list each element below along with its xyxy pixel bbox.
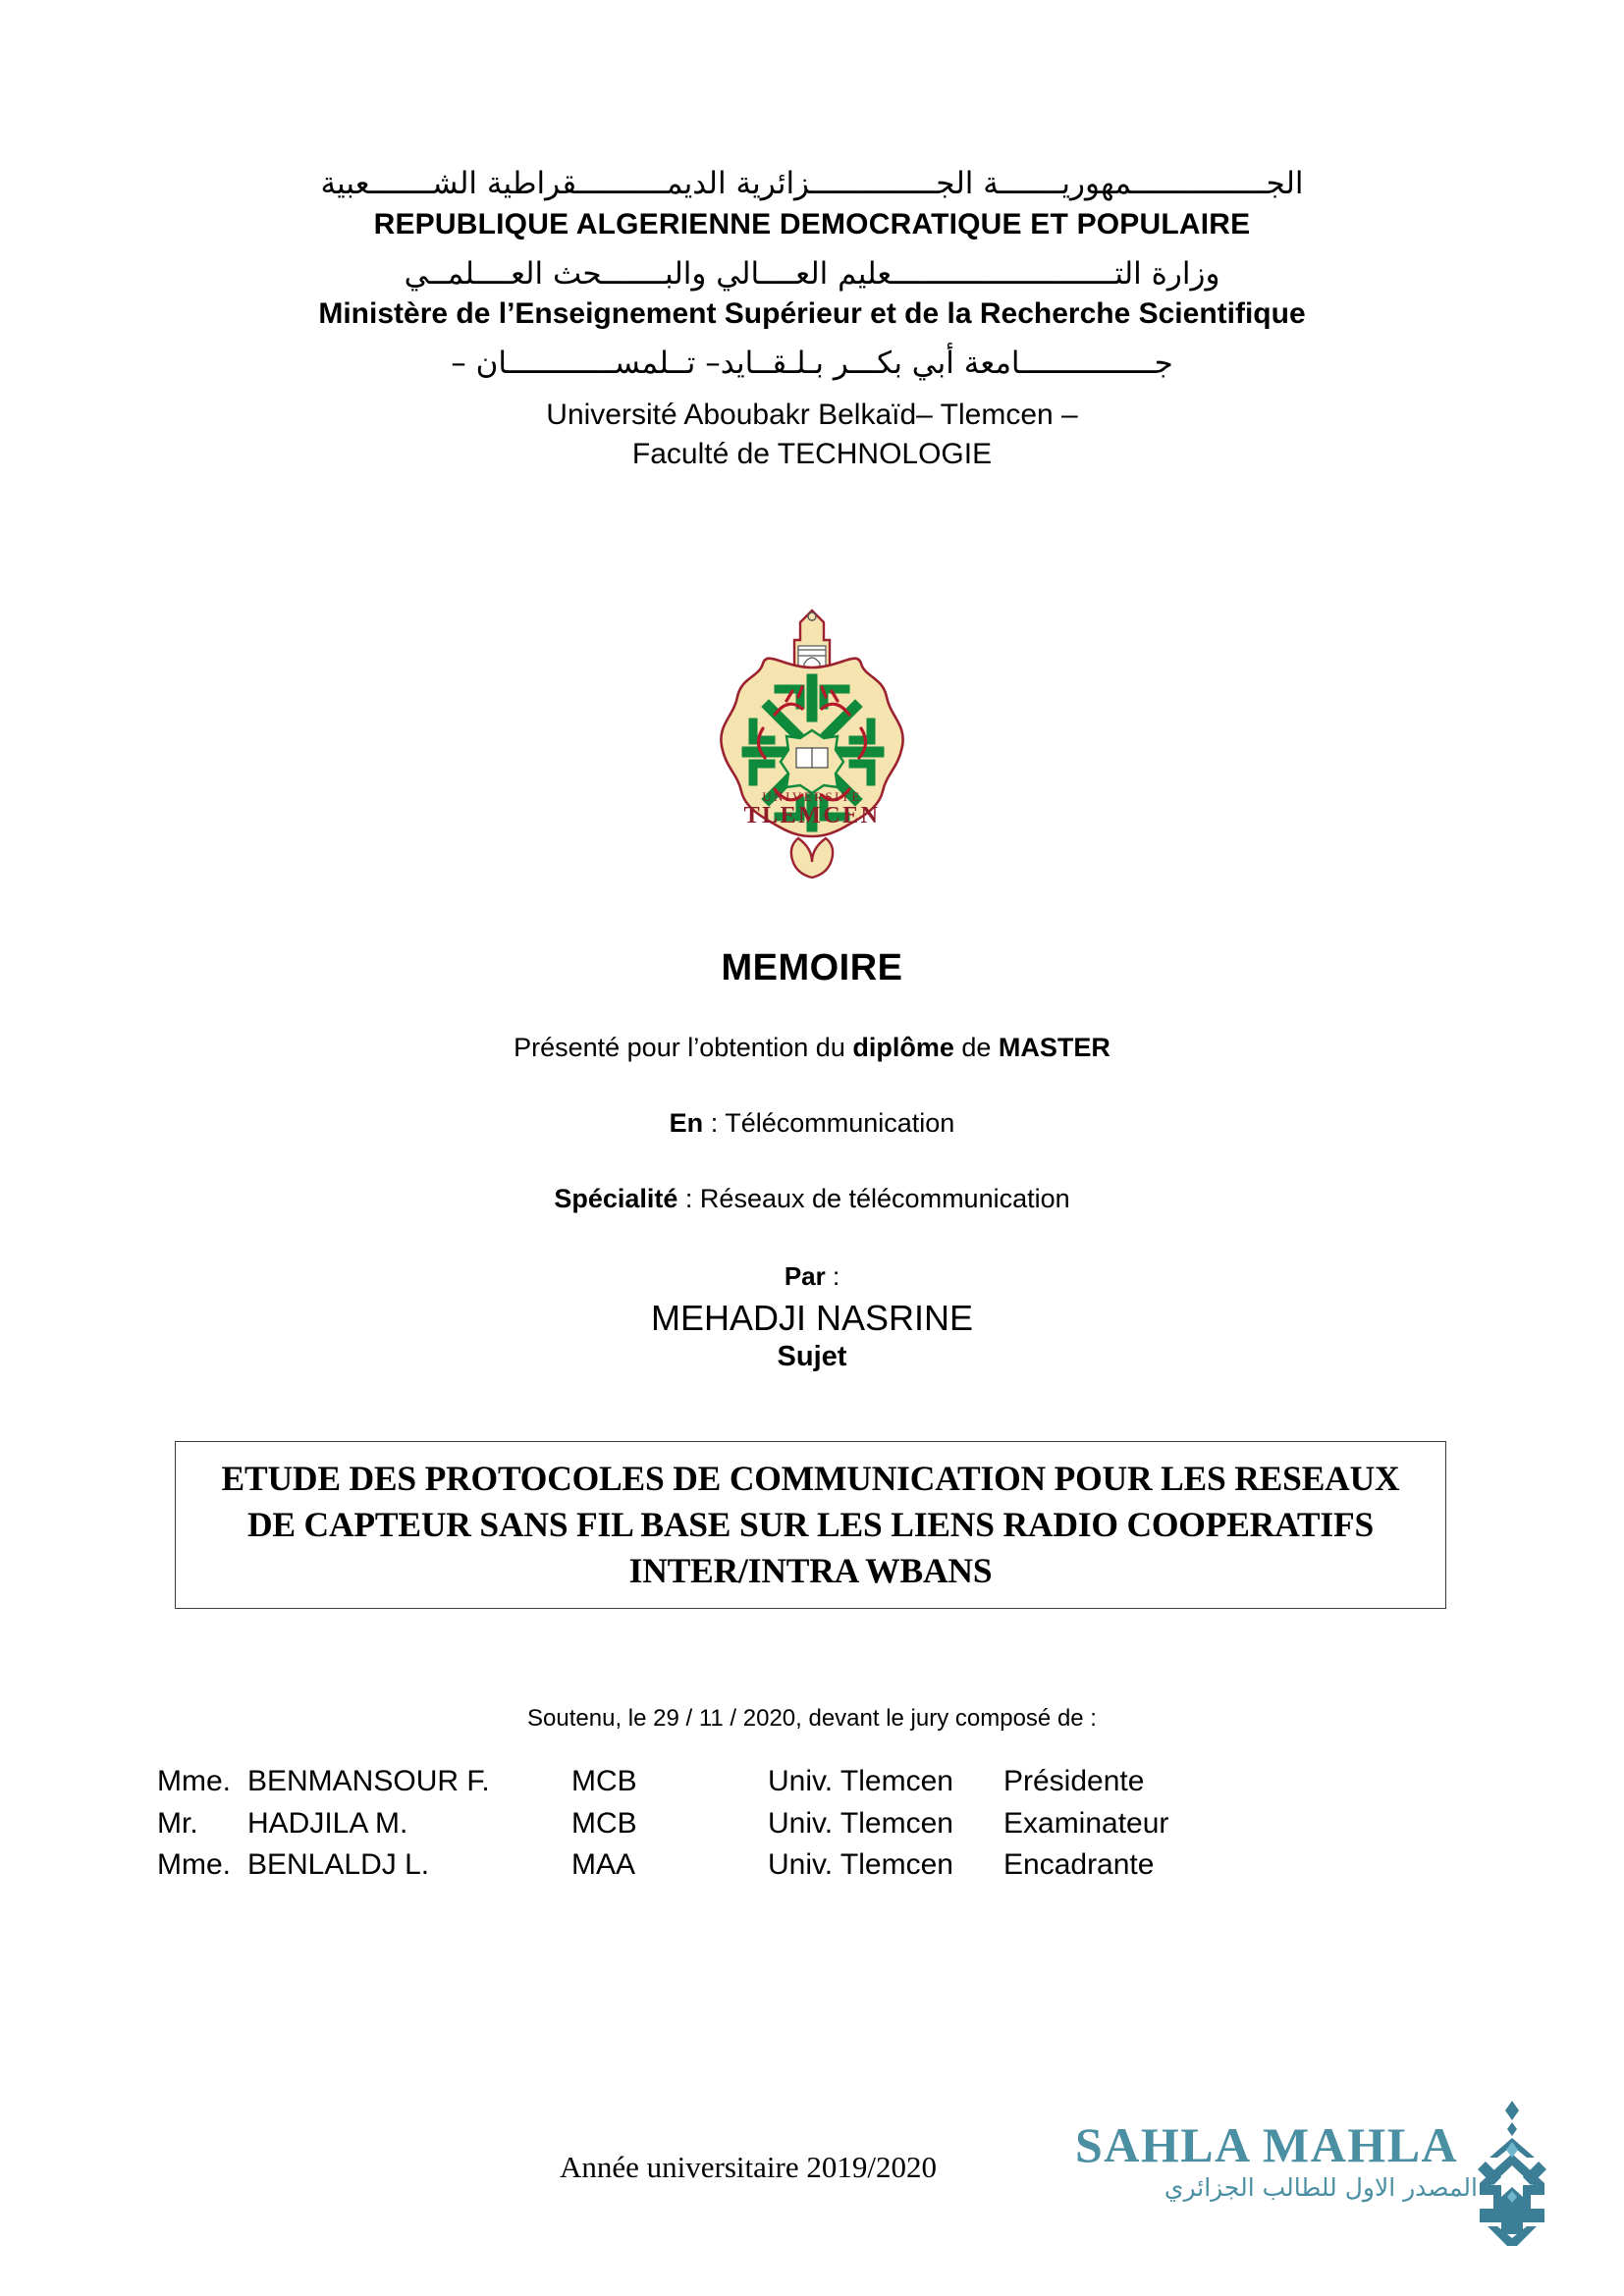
university-logo (0, 607, 1624, 896)
subject-title-text: ETUDE DES PROTOCOLES DE COMMUNICATION POUR LES RESEAUX DE CAPTEUR SANS FIL BASE SUR LES LIENS RADIO COOPERATIFS INTER/INTRA WBANS (221, 1459, 1400, 1590)
author-name: MEHADJI NASRINE (650, 1298, 974, 1338)
subject-title-box (175, 1441, 1446, 1609)
header-arabic-university: جـــــــــــــــامعة أبي بكـــر بـلـقــايد– تــلمســــــــــــان – (451, 346, 1173, 382)
jury-grade: MCB (571, 1765, 637, 1797)
diploma-prefix: Présenté pour l’obtention du (514, 1033, 853, 1062)
jury-name: BENMANSOUR F. (247, 1765, 490, 1797)
jury-role: Examinateur (1003, 1806, 1169, 1840)
document-header (0, 167, 1624, 475)
header-french-university-line1: Université Aboubakr Belkaïd– Tlemcen – (546, 398, 1078, 431)
header-french-university-line2: Faculté de TECHNOLOGIE (631, 438, 993, 471)
sahla-mahla-watermark (1075, 2107, 1586, 2244)
author-label-colon: : (825, 1261, 840, 1291)
table-row (157, 1762, 1473, 1801)
subject-label: Sujet (777, 1341, 847, 1372)
table-row (157, 1804, 1473, 1843)
memoire-heading: MEMOIRE (721, 947, 903, 988)
specialty-label: Spécialité (554, 1184, 678, 1213)
jury-name: HADJILA M. (247, 1806, 408, 1840)
header-arabic-republic: الجـــــــــــــــمهوريـــــــة الجــــــــــــــزائرية الديمــــــــــقراطية الشـــــــعبية (320, 166, 1304, 201)
watermark-name: SAHLA MAHLA (1075, 2117, 1459, 2172)
logo-text-tlemcen: TLEMCEN (743, 803, 881, 828)
watermark-arabic-tagline: المصدر الاول للطالب الجزائري (1164, 2173, 1478, 2202)
tlemcen-emblem-icon (714, 607, 910, 891)
diploma-bold-diplome: diplôme (852, 1033, 954, 1062)
specialty-line (0, 1184, 1624, 1214)
jury-name: BENLALDJ L. (247, 1848, 430, 1882)
field-line (0, 1108, 1624, 1139)
logo-text-universite: UNIVERSITE (762, 789, 862, 804)
jury-university: Univ. Tlemcen (768, 1765, 953, 1797)
diploma-bold-master: MASTER (998, 1033, 1110, 1062)
defense-date-line: Soutenu, le 29 / 11 / 2020, devant le jury composé de : (527, 1705, 1097, 1732)
jury-list (157, 1762, 1473, 1888)
author-label-line (0, 1261, 1624, 1292)
diploma-line (0, 1033, 1624, 1063)
jury-grade: MCB (571, 1806, 637, 1840)
field-value: : Télécommunication (703, 1108, 955, 1138)
jury-university: Univ. Tlemcen (768, 1806, 953, 1840)
memoire-section (0, 947, 1624, 1373)
jury-role: Présidente (1003, 1765, 1145, 1797)
diploma-mid: de (953, 1033, 999, 1062)
header-french-republic: REPUBLIQUE ALGERIENNE DEMOCRATIQUE ET POPULAIRE (373, 207, 1251, 240)
field-label: En (669, 1108, 704, 1138)
sahla-ornament-icon (1458, 2101, 1566, 2248)
jury-civility: Mme. (157, 1765, 231, 1797)
header-french-ministry: Ministère de l’Enseignement Supérieur et de la Recherche Scientifique (318, 297, 1306, 331)
jury-university: Univ. Tlemcen (768, 1848, 953, 1882)
specialty-value: : Réseaux de télécommunication (677, 1184, 1070, 1213)
academic-year: Année universitaire 2019/2020 (560, 2150, 937, 2184)
header-arabic-ministry: وزارة التـــــــــــــــــــــــــعليم العــــالي والبـــــــحث العــــلمــي (404, 255, 1220, 292)
jury-civility: Mr. (157, 1806, 198, 1840)
table-row (157, 1845, 1473, 1885)
author-label: Par (784, 1261, 826, 1291)
jury-civility: Mme. (157, 1848, 231, 1882)
jury-grade: MAA (571, 1848, 636, 1882)
jury-role: Encadrante (1003, 1848, 1155, 1882)
